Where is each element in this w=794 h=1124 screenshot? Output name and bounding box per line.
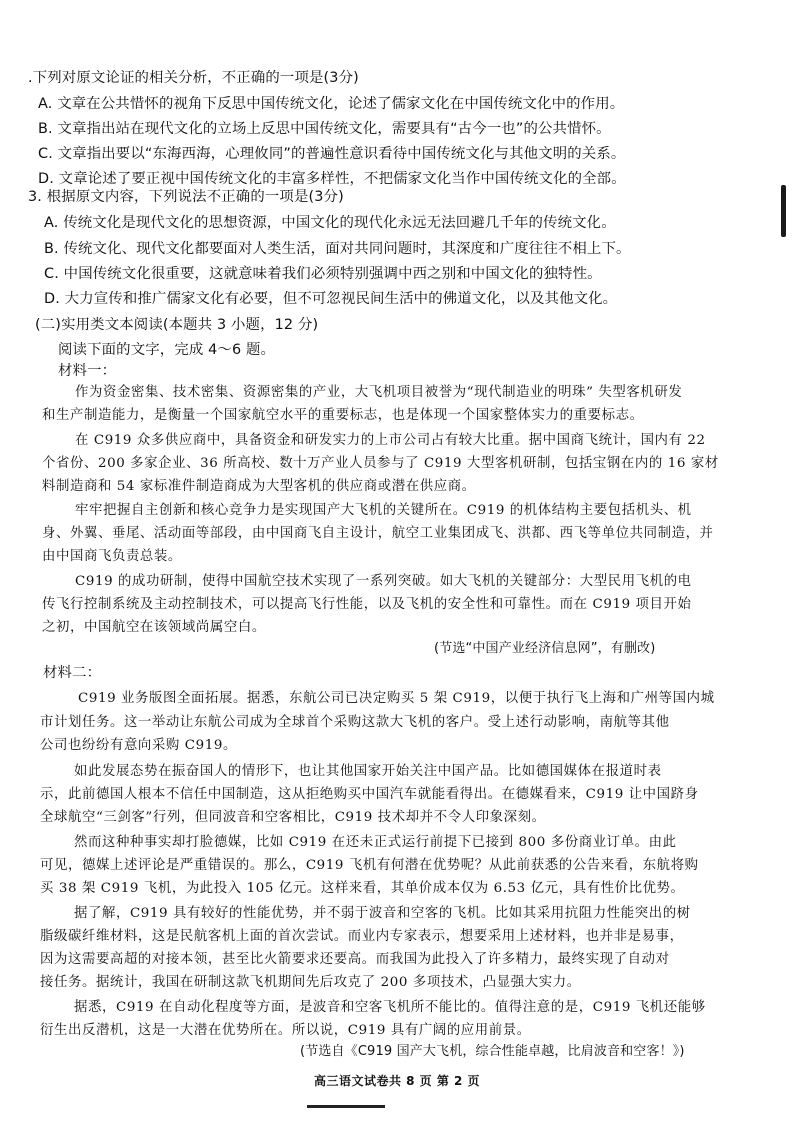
material-2-line: 如此发展态势在振奋国人的情形下，也让其他国家开始关注中国产品。比如德国媒体在报道时表 (74, 764, 662, 779)
question-3-option-b: B. 传统文化、现代文化都要面对人类生活，面对共同问题时，其深度和广度往往不相上下。 (44, 241, 631, 257)
page-footer: 高三语文试卷共 8 页 第 2 页 (313, 1074, 481, 1088)
material-1-line: 作为资金密集、技术密集、资源密集的产业，大飞机项目被誉为“现代制造业的明珠” 失型客机研发 (75, 385, 683, 400)
question-2-stem: .下列对原文论证的相关分析，不正确的一项是(3分) (28, 70, 359, 86)
material-2-line: 衍生出反潜机，这是一大潜在优势所在。所以说，C919 具有广阔的应用前景。 (40, 1023, 531, 1038)
section-heading: (二)实用类文本阅读(本题共 3 小题，12 分) (35, 317, 319, 333)
material-2-line: 市计划任务。这一举动让东航公司成为全球首个采购这款大飞机的客户。受上述行动影响，南航等其他 (40, 715, 670, 730)
question-2-option-b: B. 文章指出站在现代文化的立场上反思中国传统文化，需要具有“古今一也”的公共惜怀。 (38, 121, 611, 137)
material-1-line: 牢牢把握自主创新和核心竞争力是实现国产大飞机的关键所在。C919 的机体结构主要包括机头、机 (75, 503, 692, 518)
material-2-line: 买 38 架 C919 飞机，为此投入 105 亿元。这样来看，其单价成本仅为 6.53 亿元，具有性价比优势。 (40, 881, 685, 896)
material-1-line: 料制造商和 54 家标准件制造商成为大型客机的供应商或潜在供应商。 (42, 479, 476, 494)
material-1-line: 在 C919 众多供应商中，具备资金和研发实力的上市公司占有较大比重。据中国商飞统计，国内有 22 (75, 433, 706, 448)
question-3-option-d: D. 大力宣传和推广儒家文化有必要，但不可忽视民间生活中的佛道文化，以及其他文化。 (44, 291, 618, 307)
material-2-line: 公司也纷纷有意向采购 C919。 (40, 738, 237, 753)
material-1-line: 和生产制造能力，是衡量一个国家航空水平的重要标志，也是体现一个国家整体实力的重要标志。 (42, 408, 644, 423)
material-2-source: (节选自《C919 国产大飞机，综合性能卓越，比肩波音和空客！》) (300, 1044, 685, 1059)
section-instruction: 阅读下面的文字，完成 4～6 题。 (58, 342, 276, 358)
material-2-line: 据了解，C919 具有较好的性能优势，并不弱于波音和空客的飞机。比如其采用抗阻力性能突出的树 (74, 906, 691, 921)
material-1-line: 由中国商飞负责总装。 (42, 549, 182, 564)
material-1-label: 材料一： (58, 363, 117, 379)
question-3-stem: 3. 根据原文内容，下列说法不正确的一项是(3分) (28, 189, 344, 205)
material-2-line: 接任务。据统计，我国在研制这款飞机期间先后攻克了 200 多项技术，凸显强大实力。 (40, 975, 581, 990)
material-2-line: 示，此前德国人根本不信任中国制造，这从拒绝购买中国汽车就能看得出。在德媒看来，C919 让中国跻身 (40, 787, 699, 802)
question-3-option-c: C. 中国传统文化很重要，这就意味着我们必须特别强调中西之别和中国文化的独特性。 (44, 266, 602, 282)
question-2-option-d: D. 文章论述了要正视中国传统文化的丰富多样性，不把儒家文化当作中国传统文化的全部。 (38, 171, 626, 187)
material-2-line: 据悉，C919 在自动化程度等方面，是波音和空客飞机所不能比的。值得注意的是，C919 飞机还能够 (74, 1000, 706, 1015)
material-2-line: 全球航空“三剑客”行列，但同波音和空客相比，C919 技术却并不令人印象深刻。 (40, 810, 546, 825)
material-1-line: 传飞行控制系统及主动控制技术，可以提高飞行性能，以及飞机的安全性和可靠性。而在 C919 项目开始 (42, 597, 692, 612)
question-3-option-a: A. 传统文化是现代文化的思想资源，中国文化的现代化永远无法回避几千年的传统文化。 (44, 215, 616, 231)
material-1-line: 身、外翼、垂尾、活动面等部段，由中国商飞自主设计，航空工业集团成飞、洪都、西飞等单位共同制造，并 (42, 526, 714, 541)
page-edge-mark (781, 185, 786, 237)
material-2-line: 脂级碳纤维材料，这是民航客机上面的首次尝试。而业内专家表示，想要采用上述材料，也并非是易事， (40, 929, 684, 944)
material-2-line: C919 业务版图全面拓展。据悉，东航公司已决定购买 5 架 C919，以便于执行飞上海和广州等国内城 (78, 691, 715, 706)
material-2-label: 材料二： (43, 665, 102, 681)
material-2-line: 然而这种种事实却打脸德媒，比如 C919 在还未正式运行前提下已接到 800 多份商业订单。由此 (74, 835, 677, 850)
material-1-source: (节选“中国产业经济信息网”，有删改) (434, 641, 656, 656)
material-1-line: 之初，中国航空在该领域尚属空白。 (42, 620, 266, 635)
question-2-option-c: C. 文章指出要以“东海西海，心理攸同”的普遍性意识看待中国传统文化与其他文明的关系。 (38, 146, 626, 162)
material-1-line: 个省份、200 多家企业、36 所高校、数十万产业人员参与了 C919 大型客机研制，包括宝钢在内的 16 家材 (42, 456, 719, 471)
material-1-line: C919 的成功研制，使得中国航空技术实现了一系列突破。如大飞机的关键部分：大型民用飞机的电 (75, 574, 692, 589)
question-2-option-a: A. 文章在公共惜怀的视角下反思中国传统文化，论述了儒家文化在中国传统文化中的作用。 (38, 96, 625, 112)
material-2-line: 因为这需要高超的对接本领，甚至比火箭要求还要高。而我国为此投入了许多精力，最终实现了自动对 (40, 952, 670, 967)
footer-rule (307, 1105, 385, 1108)
material-2-line: 可见，德媒上述评论是严重错误的。那么，C919 飞机有何潜在优势呢？从此前获悉的公告来看，东航将购 (40, 858, 699, 873)
